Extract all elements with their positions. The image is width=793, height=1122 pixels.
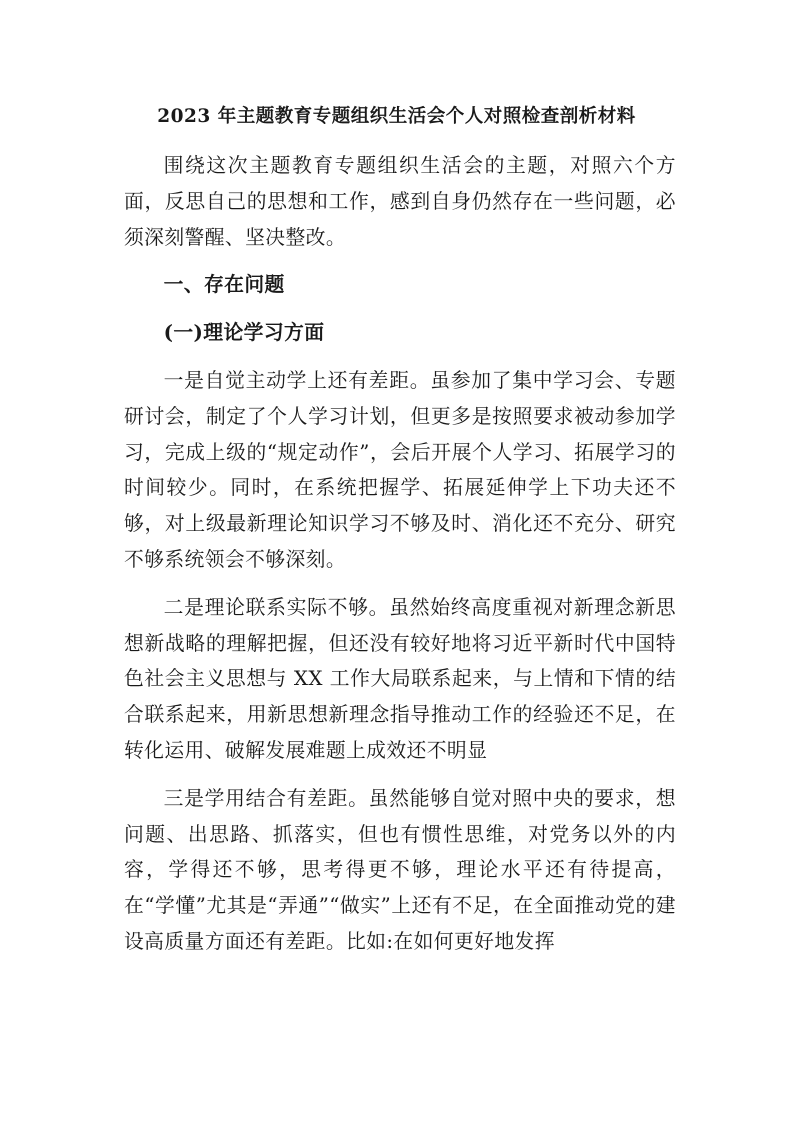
section-heading: 一、存在问题 [163,272,285,297]
subsection-heading: (一)理论学习方面 [163,320,325,345]
body-paragraph-3: 三是学用结合有差距。虽然能够自觉对照中央的要求，想问题、出思路、抓落实，但也有惯性思维，对党务以外的内容，学得还不够，思考得更不够，理论水平还有待提高，在“学懂”尤其是“弄通”“做实”上还有不足，在全面推动党的建设高质量方面还有差距。比如:在如何更好地发挥 [124,786,676,953]
intro-paragraph: 围绕这次主题教育专题组织生活会的主题，对照六个方面，反思自己的思想和工作，感到自身仍然存在一些问题，必须深刻警醒、坚决整改。 [124,154,676,249]
body-paragraph-2: 二是理论联系实际不够。虽然始终高度重视对新理念新思想新战略的理解把握，但还没有较好地将习近平新时代中国特色社会主义思想与 XX 工作大局联系起来，与上情和下情的结合联系起来，用新思想新理念指导推动工作的经验还不足，在转化运用、破解发展难题上成效还不明显 [124,595,676,762]
document-title: 2023 年主题教育专题组织生活会个人对照检查剖析材料 [157,106,636,127]
document-body [124,148,676,972]
body-paragraph-1: 一是自觉主动学上还有差距。虽参加了集中学习会、专题研讨会，制定了个人学习计划，但更多是按照要求被动参加学习，完成上级的“规定动作”，会后开展个人学习、拓展学习的时间较少。同时，在系统把握学、拓展延伸学上下功夫还不够，对上级最新理论知识学习不够及时、消化还不充分、研究不够系统领会不够深刻。 [124,368,676,571]
